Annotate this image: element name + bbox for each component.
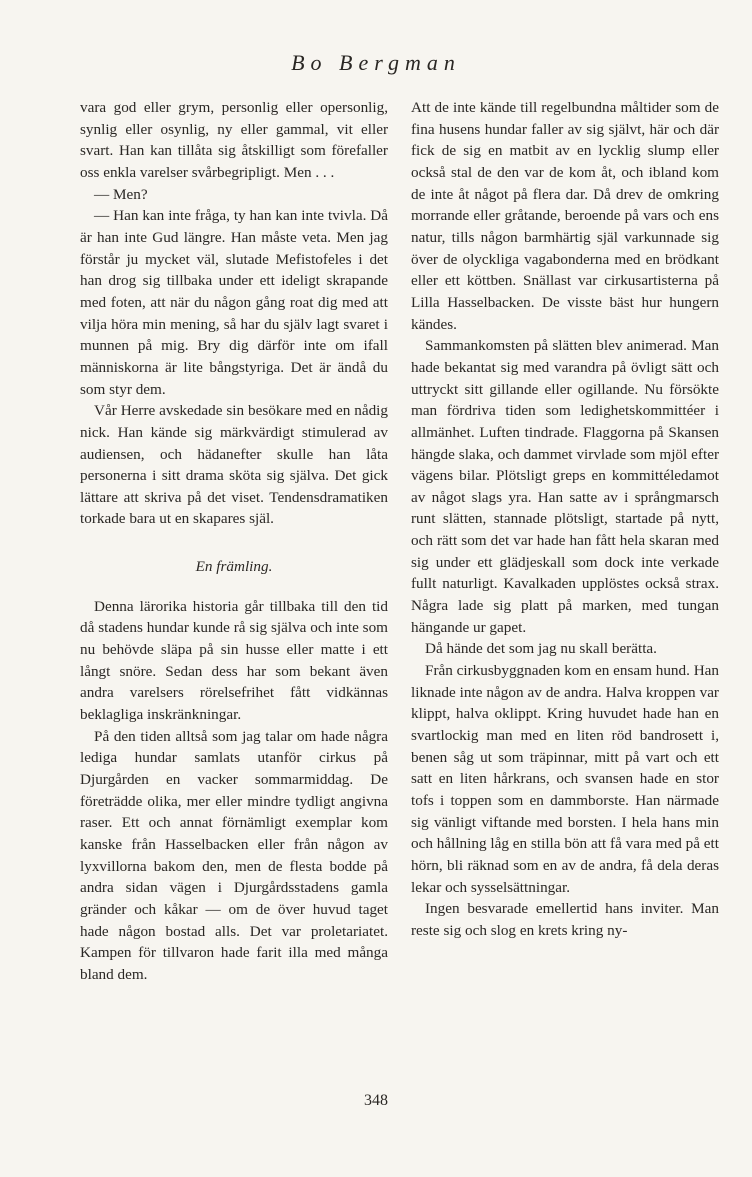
paragraph: Vår Herre avskedade sin besökare med en nådig nick. Han kände sig märkvärdigt stimulerad av audiensen, och hädanefter skulle han låta personerna i sitt drama sköta sig själva. Det gick lättare att skriva på det viset. Tendensdramatiken torkade bara ut en skapares själ. — [80, 402, 388, 528]
paragraph: Sammankomsten på slätten blev animerad. Man hade bekantat sig med varandra på övligt sätt och uttryckt sitt gillande eller ogillande. Nu försökte man fördriva tiden som ledighetskommittéer i allmänhet. Luften tindrade. Flaggorna på Skansen hängde slaka, och dammet virvlade som mjöl efter vägens bilar. Plötsligt greps en kommittéledamot av något slags yra. Han satte av i språngmarsch runt slätten, stannade plötsligt, startade på nytt, och rätt som det var hade han fått hela skaran med sig under ett glädjeskall som dock inte verkade fullt naturligt. Kavalkaden upplöstes också strax. Några lade sig platt på marken, med tungan hängande ur gapet. — [411, 337, 719, 636]
paragraph: Denna lärorika historia går tillbaka till den tid då stadens hundar kunde rå sig själva och inte som nu behövde släpa på sin husse eller matte i ett långt snöre. Sedan dess har som bekant även andra varelsers rörelsefrihet fått vidkännas beklagliga inskränkningar. — [80, 597, 388, 724]
running-header: Bo Bergman — [291, 50, 461, 75]
paragraph: Ingen besvarade emellertid hans inviter. Man reste sig och slog en krets kring ny- — [411, 900, 719, 939]
paragraph: På den tiden alltså som jag talar om hade några lediga hundar samlats utanför cirkus på Djurgården en vacker sommarmiddag. De företrädde olika, mer eller mindre tydligt angivna raser. Ett och annat förnämligt exemplar kom kanske från Hasselbacken eller från någon av lyxvillorna bakom den, men de flesta bodde på andra sidan vägen i Djurgårdsstadens gamla gränder och kåkar — om de över huvud taget hade någon bostad alls. Det var proletariatet. Kampen för tillvaron hade farit illa med många bland dem. — [80, 727, 388, 983]
paragraph: vara god eller grym, personlig eller opersonlig, synlig eller osynlig, ny eller gammal, vit eller svart. Han kan tillåta sig åtskilligt som förefaller oss enkla varelser svårbegripligt. Men . . . — [80, 99, 388, 181]
left-column — [80, 97, 388, 986]
paragraph: — Han kan inte fråga, ty han kan inte tvivla. Då är han inte Gud längre. Han måste veta. Men jag förstår ju mycket väl, slutade Mefistofeles i det han drog sig tillbaka under ett ideligt skrapande med foten, att när du någon gång roat dig med att vilja höra min mening, så har du själv lagt svaret i munnen på mig. Bry dig därför inte om ifall människorna är lite bångstyriga. Det är ändå du som styr dem. — [80, 207, 388, 398]
paragraph: Då hände det som jag nu skall berätta. — [425, 640, 657, 658]
page-number: 348 — [364, 1092, 388, 1109]
paragraph: Att de inte kände till regelbundna måltider som de fina husens hundar faller av sig självt, här och där fick de sig en matbit av en lycklig slump eller också stal de den var de kom åt, och ibland kom de inte åt något på flera dar. Då drev de omkring morrande eller gråtande, beroende på vars och ens natur, tills någon barmhärtig själ varkunnade sig över de olyckliga vagabonderna med en brödkant eller ett köttben. Snällast var cirkusartisterna på Lilla Hasselbacken. De visste bäst hur hungern kändes. — [411, 99, 719, 333]
section-heading: En främling. — [195, 558, 273, 576]
right-column — [411, 97, 719, 942]
paragraph: Från cirkusbyggnaden kom en ensam hund. Han liknade inte någon av de andra. Halva kroppen var klippt, halva oklippt. Kring huvudet hade han en svartlockig man med en liten röd bandrosett i, benen såg ut som träpinnar, mitt på vart och ett satt en liten hårkrans, och svansen hade en stor tofs i toppen som en dammborste. Han närmade sig vänligt viftande med borsten. I hela hans min och hållning låg en stilla bön att få vara med på ett hörn, bli räknad som en av de andra, få dela deras lekar och sysselsättningar. — [411, 662, 719, 896]
paragraph: — Men? — [94, 185, 148, 203]
